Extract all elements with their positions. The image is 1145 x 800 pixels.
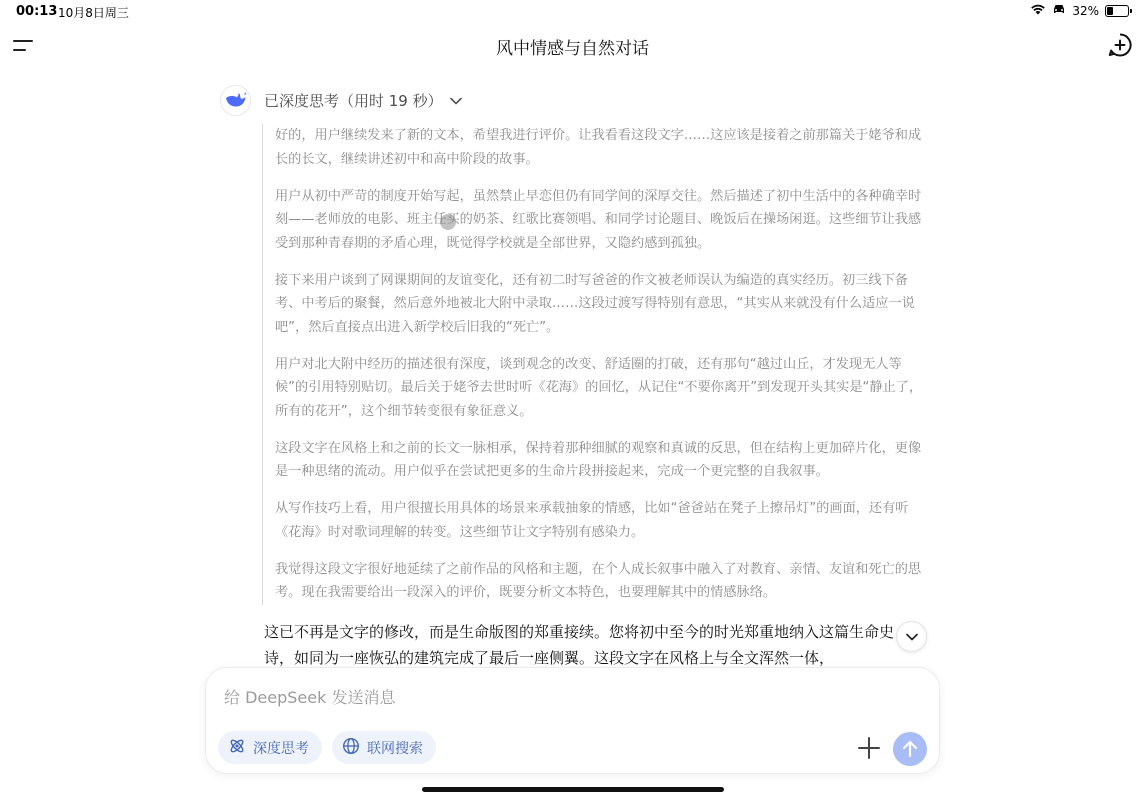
thinking-paragraph: 好的，用户继续发来了新的文本，希望我进行评价。让我看看这段文字……这应该是接着之前那篇关于姥爷和成长的长文，继续讲述初中和高中阶段的故事。 — [275, 128, 922, 167]
thinking-paragraph: 用户从初中严苛的制度开始写起，虽然禁止早恋但仍有同学间的深厚交往。然后描述了初中生活中的各种确幸时刻——老师放的电影、班主任买的奶茶、红歌比赛领唱、和同学讨论题目、晚饭后在操场闲逛。这些细节让我感受到那种青春期的矛盾心理，既觉得学校就是全部世界，又隐约感到孤独。 — [275, 188, 922, 251]
thinking-header — [220, 84, 462, 116]
deep-think-label: 深度思考 — [253, 740, 309, 757]
new-chat-plus-circle-icon[interactable] — [1107, 32, 1133, 58]
plus-icon[interactable] — [856, 735, 882, 761]
battery-level — [1107, 7, 1113, 15]
chevron-down-icon — [450, 91, 462, 109]
web-search-button[interactable] — [332, 731, 436, 764]
page-title: 风中情感与自然对话 — [496, 39, 649, 59]
battery-icon — [1105, 5, 1129, 17]
home-indicator — [422, 787, 724, 792]
thinking-paragraph: 接下来用户谈到了网课期间的友谊变化，还有初二时写爸爸的作文被老师误认为编造的真实经历。初三线下备考、中考后的聚餐，然后意外地被北大附中录取……这段过渡写得特别有意思，“其实从来就没有什么适应一说吧”，然后直接点出进入新学校后旧我的“死亡”。 — [275, 272, 915, 335]
thinking-toggle[interactable] — [264, 90, 462, 111]
header — [0, 30, 1145, 62]
status-time: 00:13 — [16, 4, 58, 19]
battery-percent: 32% — [1072, 3, 1099, 18]
globe-icon — [342, 737, 360, 759]
thinking-paragraph: 用户对北大附中经历的描述很有深度，谈到观念的改变、舒适圈的打破，还有那句“越过山丘，才发现无人等候”的引用特别贴切。最后关于姥爷去世时听《花海》的回忆，从记住“不要你离开”到发现开头其实是“静止了，所有的花开”，这个细节转变很有象征意义。 — [275, 356, 923, 419]
status-bar — [0, 0, 1145, 24]
thinking-status-label: 已深度思考（用时 19 秒） — [264, 91, 443, 110]
deep-think-button[interactable] — [218, 731, 322, 764]
message-composer — [205, 667, 940, 774]
answer-text: 这已不再是文字的修改，而是生命版图的郑重接续。您将初中至今的时光郑重地纳入这篇生命史诗，如同为一座恢弘的建筑完成了最后一座侧翼。这段文字在风格上与全文浑然一体， — [264, 623, 895, 667]
web-search-label: 联网搜索 — [367, 740, 423, 757]
wifi-icon — [1030, 3, 1046, 18]
message-input[interactable] — [224, 684, 914, 710]
atom-icon — [228, 737, 246, 759]
deepseek-whale-icon — [220, 85, 251, 116]
thinking-paragraph: 我觉得这段文字很好地延续了之前作品的风格和主题，在个人成长叙事中融入了对教育、亲情、友谊和死亡的思考。现在我需要给出一段深入的评价，既要分析文本特色，也要理解其中的情感脉络。 — [275, 561, 922, 600]
scroll-down-button[interactable] — [896, 621, 927, 652]
send-button[interactable] — [893, 732, 927, 766]
status-date: 10月8日周三 — [58, 6, 129, 20]
thinking-paragraph: 从写作技巧上看，用户很擅长用具体的场景来承载抽象的情感，比如“爸爸站在凳子上擦吊灯”的画面，还有听《花海》时对歌词理解的转变。这些细节让文字特别有感染力。 — [275, 501, 909, 540]
thinking-paragraph: 这段文字在风格上和之前的长文一脉相承，保持着那种细腻的观察和真诚的反思，但在结构上更加碎片化，更像是一种思绪的流动。用户似乎在尝试把更多的生命片段拼接起来，完成一个更完整的自我叙事。 — [275, 440, 922, 479]
car-icon — [1052, 3, 1066, 18]
chevron-down-icon — [906, 633, 918, 641]
status-indicators — [1030, 3, 1129, 18]
arrow-up-icon — [902, 740, 918, 758]
touch-indicator — [440, 214, 456, 230]
thinking-content — [262, 124, 927, 605]
